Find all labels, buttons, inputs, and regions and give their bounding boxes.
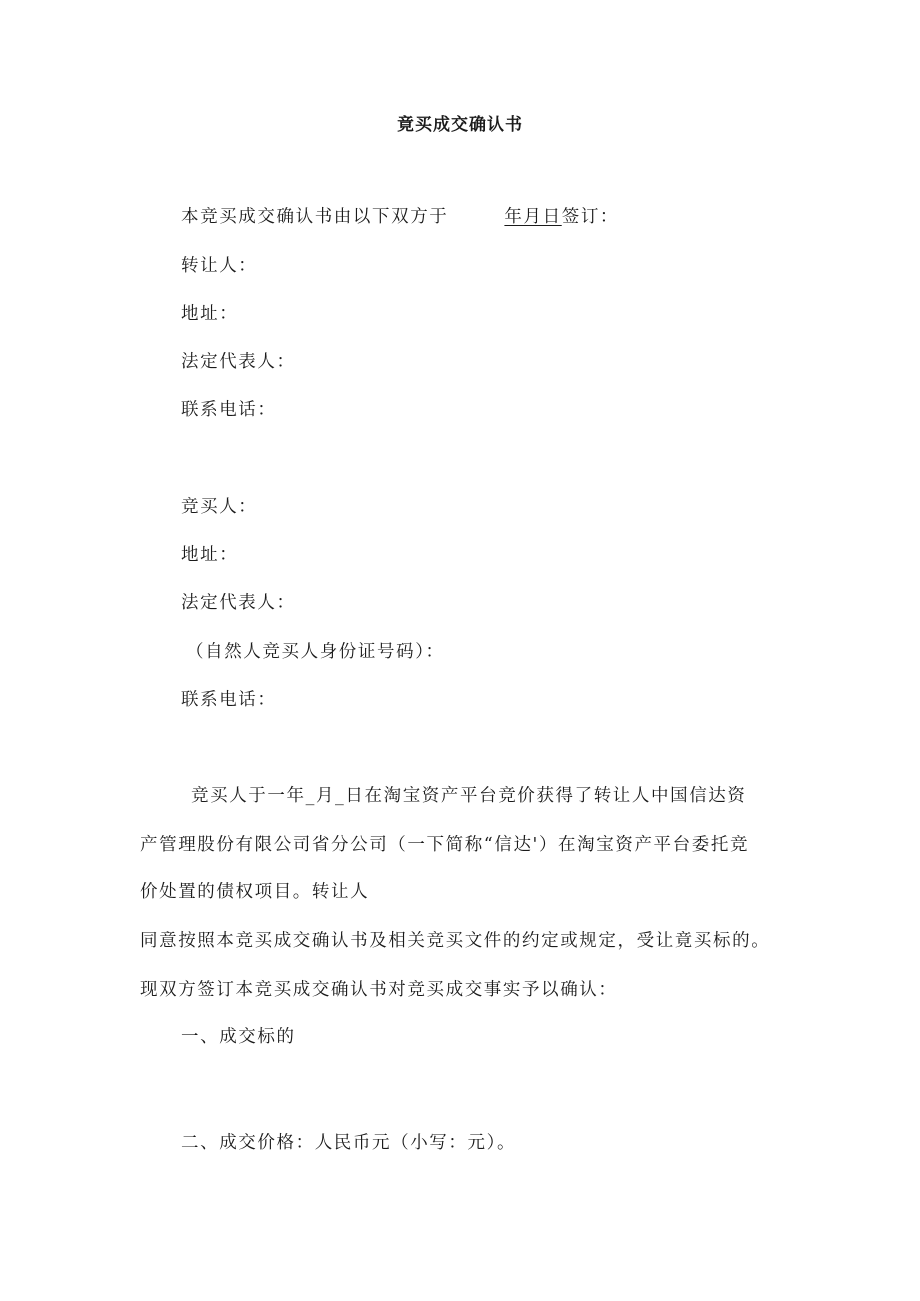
transferor-label: 转让人： <box>181 256 258 276</box>
intro-line <box>181 209 619 227</box>
section-one-heading: 一、成交标的 <box>181 1027 296 1047</box>
body-line-5: 现双方签订本竞买成交确认书对竞买成交事实予以确认： <box>140 980 618 1000</box>
intro-date: 年月日 <box>504 207 562 227</box>
transferor-legal-rep-label: 法定代表人： <box>181 352 296 372</box>
transferor-phone-label: 联系电话： <box>181 400 277 420</box>
bidder-label: 竞买人： <box>181 497 258 517</box>
document-title: 竟买成交确认书 <box>397 115 523 135</box>
body-line-3: 价处置的债权项目。转让人 <box>140 882 370 902</box>
body-line-2: 产管理股份有限公司省分公司（一下简称“信达'）在淘宝资产平台委托竞 <box>140 835 750 855</box>
bidder-legal-rep-label: 法定代表人： <box>181 593 296 613</box>
bidder-address-label: 地址： <box>181 545 239 565</box>
intro-suffix: 签订： <box>561 207 620 227</box>
transferor-address-label: 地址： <box>181 304 239 324</box>
intro-prefix: 本竞买成交确认书由以下双方于 <box>181 207 449 227</box>
body-line-1: 竞买人于一年_月_日在淘宝资产平台竞价获得了转让人中国信达资 <box>191 786 747 806</box>
body-line-4: 同意按照本竞买成交确认书及相关竞买文件的约定或规定，受让竟买标的。 <box>140 931 771 951</box>
bidder-phone-label: 联系电话： <box>181 690 277 710</box>
bidder-id-label: （自然人竞买人身份证号码）： <box>186 642 445 662</box>
section-two-heading: 二、成交价格：人民币元（小写：元）。 <box>181 1133 517 1153</box>
